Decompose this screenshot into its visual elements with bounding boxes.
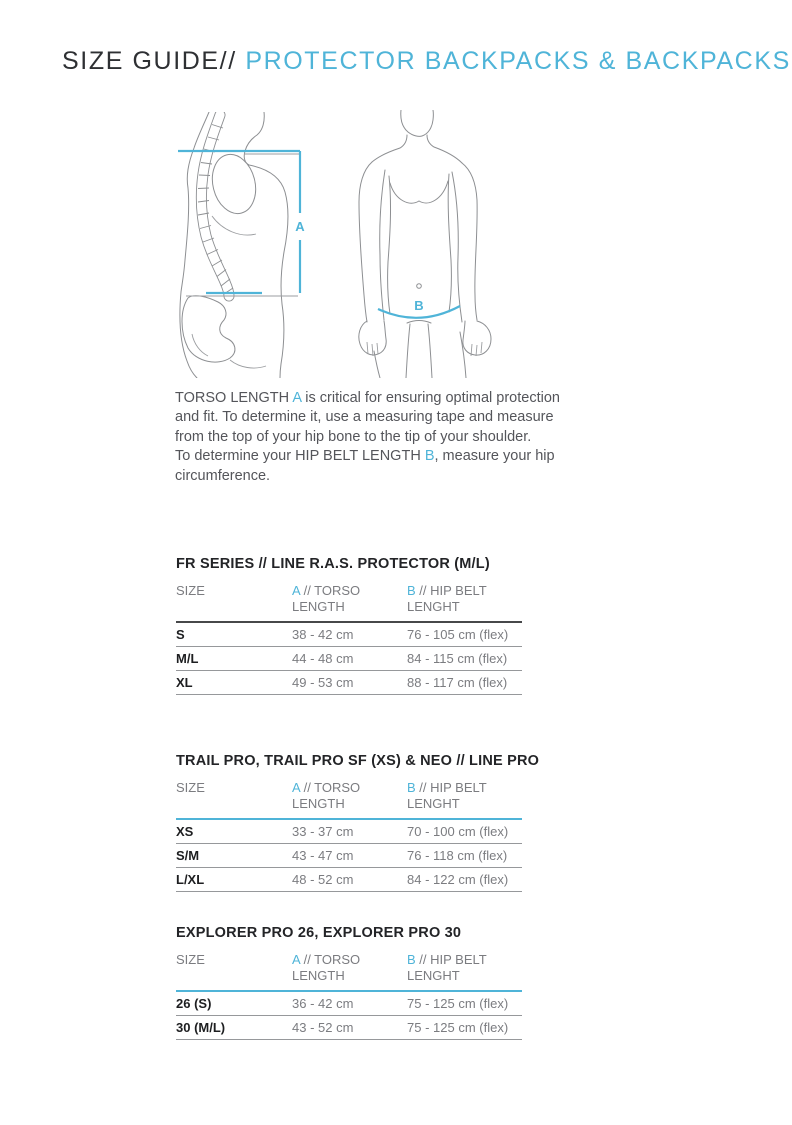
table-header-row — [176, 583, 522, 623]
intro-line-3: from the top of your hip bone to the tip of your shoulder. — [175, 428, 532, 445]
col-header-hip: B // HIP BELT LENGHT — [407, 583, 487, 614]
hip-belt-measure-line — [378, 298, 460, 318]
size-cell: 26 (S) — [176, 996, 212, 1011]
torso-cell: 43 - 47 cm — [292, 848, 354, 863]
table-title: TRAIL PRO, TRAIL PRO SF (XS) & NEO // LINE PRO — [176, 753, 540, 769]
size-cell: M/L — [176, 651, 199, 666]
hip-cell: 88 - 117 cm (flex) — [407, 675, 508, 690]
torso-length-label-a: A — [295, 219, 305, 234]
col-header-torso: A // TORSO LENGTH — [292, 952, 361, 983]
table-header-row — [176, 780, 522, 820]
hip-cell: 75 - 125 cm (flex) — [407, 1020, 509, 1035]
page-title-dark: SIZE GUIDE// — [62, 47, 237, 75]
accent-letter-a: A — [292, 390, 302, 406]
hip-cell: 84 - 122 cm (flex) — [407, 872, 509, 887]
size-cell: XS — [176, 824, 194, 839]
torso-cell: 44 - 48 cm — [292, 651, 354, 666]
torso-length-illustration — [178, 112, 313, 378]
torso-cell: 36 - 42 cm — [292, 996, 354, 1011]
table-explorer-pro — [176, 925, 522, 1040]
hip-cell: 84 - 115 cm (flex) — [407, 651, 508, 666]
table-row — [176, 647, 522, 671]
hip-belt-illustration — [355, 110, 515, 378]
table-row — [176, 623, 522, 647]
body-front-outline — [359, 110, 491, 378]
table-row — [176, 671, 522, 695]
size-cell: S/M — [176, 848, 200, 863]
col-header-hip: B // HIP BELT LENGHT — [407, 780, 487, 811]
torso-cell: 48 - 52 cm — [292, 872, 354, 887]
col-header-size: SIZE — [176, 583, 205, 598]
table-row — [176, 992, 522, 1016]
table-title: EXPLORER PRO 26, EXPLORER PRO 30 — [176, 925, 462, 941]
torso-length-measure-lines — [178, 151, 305, 296]
size-cell: 30 (M/L) — [176, 1020, 226, 1035]
table-row — [176, 820, 522, 844]
size-cell: XL — [176, 675, 193, 690]
hip-cell: 75 - 125 cm (flex) — [407, 996, 509, 1011]
intro-line-5: circumference. — [175, 467, 271, 484]
table-row — [176, 1016, 522, 1040]
accent-letter-b: B — [424, 448, 435, 465]
col-header-size: SIZE — [176, 780, 205, 795]
table-row — [176, 844, 522, 868]
table-trail-pro — [176, 753, 540, 892]
torso-cell: 38 - 42 cm — [292, 627, 354, 642]
intro-paragraph — [175, 389, 560, 486]
intro-line-2: and fit. To determine it, use a measuring tape and measure — [175, 409, 554, 426]
navel-dot — [417, 284, 422, 289]
intro-line-4: To determine your HIP BELT LENGTH B, measure your hip — [175, 448, 555, 465]
col-header-torso: A // TORSO LENGTH — [292, 780, 361, 811]
col-header-torso: A // TORSO LENGTH — [292, 583, 361, 614]
table-fr-series — [176, 556, 522, 695]
table-header-row — [176, 952, 522, 992]
table-title: FR SERIES // LINE R.A.S. PROTECTOR (M/L) — [176, 556, 490, 572]
size-cell: S — [176, 627, 185, 642]
hip-cell: 76 - 105 cm (flex) — [407, 627, 509, 642]
torso-cell: 33 - 37 cm — [292, 824, 354, 839]
spine-illustration — [198, 115, 233, 296]
hip-cell: 70 - 100 cm (flex) — [407, 824, 509, 839]
intro-line-1: TORSO LENGTH A is critical for ensuring optimal protection — [175, 390, 560, 406]
torso-cell: 49 - 53 cm — [292, 675, 354, 690]
hip-cell: 76 - 118 cm (flex) — [407, 848, 508, 863]
table-row — [176, 868, 522, 892]
col-header-hip: B // HIP BELT LENGHT — [407, 952, 487, 983]
page-title-accent: PROTECTOR BACKPACKS & BACKPACKS — [245, 47, 791, 75]
col-header-size: SIZE — [176, 952, 205, 967]
hip-belt-label-b: B — [414, 298, 424, 313]
size-cell: L/XL — [176, 872, 205, 887]
torso-cell: 43 - 52 cm — [292, 1020, 354, 1035]
page-title — [62, 47, 791, 76]
